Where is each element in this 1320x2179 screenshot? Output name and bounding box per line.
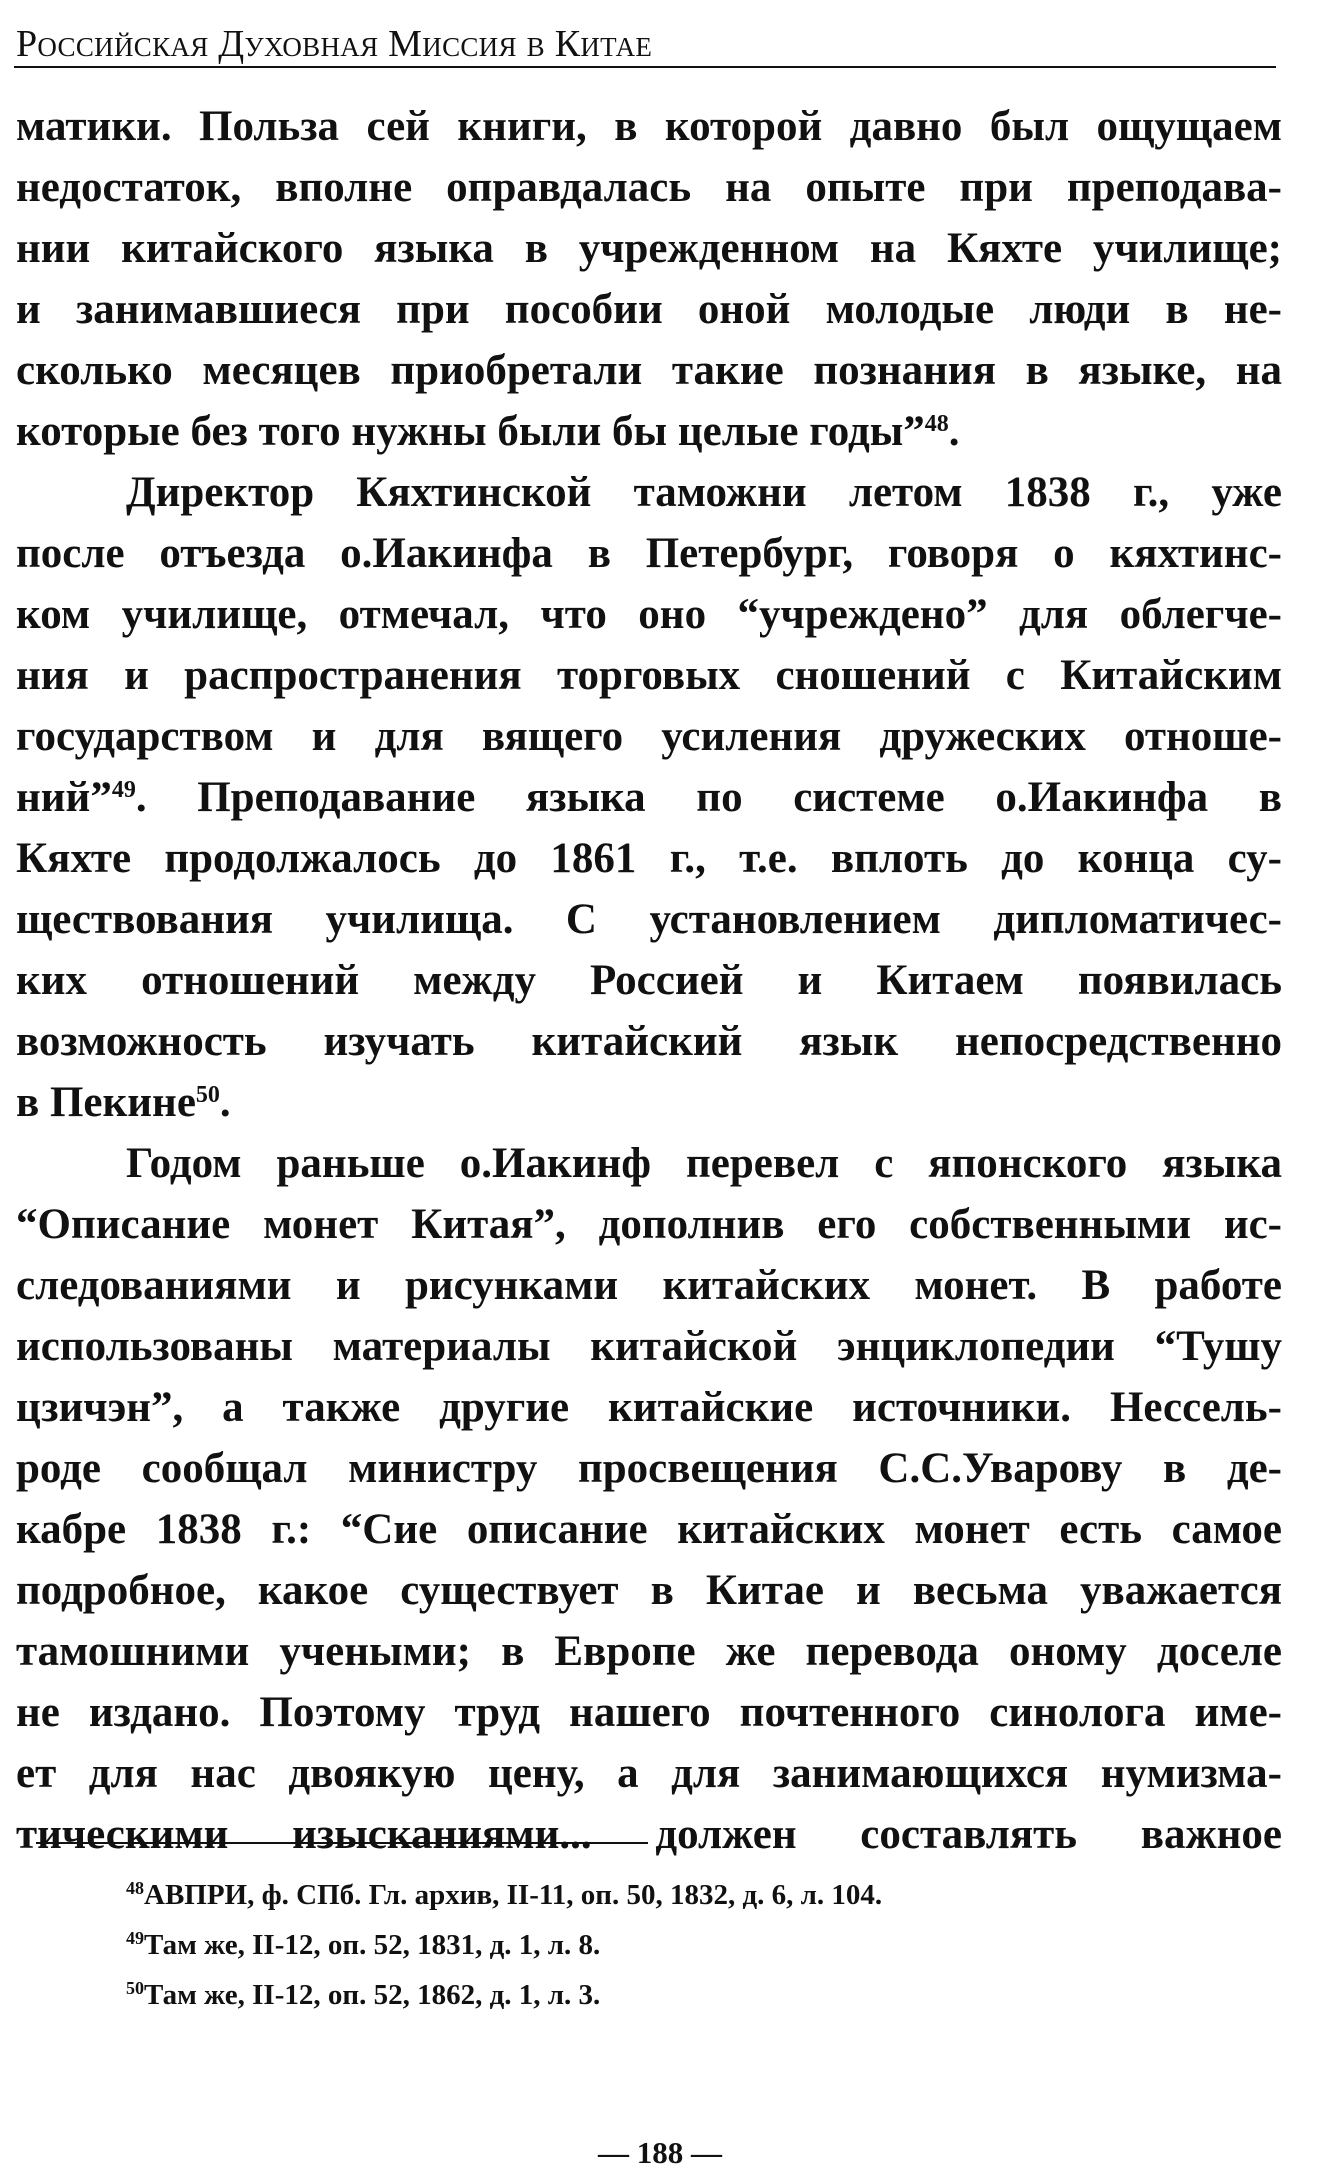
text-line: [16, 1072, 1282, 1133]
text-line: ет для нас двоякую цену, а для занимающихся нумизма-: [16, 1750, 1282, 1797]
text-line: ния и распространения торговых сношений с Китайским: [16, 652, 1282, 699]
text-line: следованиями и рисунками китайских монет. В работе: [16, 1262, 1282, 1309]
footnote-ref-48[interactable]: 48: [924, 411, 949, 437]
running-title: Российская Духовная Миссия в Китае: [16, 23, 653, 65]
text-line: роде сообщал министру просвещения С.С.Уварову в де-: [16, 1445, 1282, 1492]
text-fragment: . Преподавание языка по системе о.Иакинфа в: [135, 774, 1282, 821]
footnotes: [126, 1870, 1246, 2020]
text-line: нии китайского языка в учрежденном на Кяхте училище;: [16, 225, 1282, 272]
header-rule: [14, 66, 1276, 68]
text-line: использованы материалы китайской энциклопедии “Тушу: [16, 1323, 1282, 1370]
text-line: тическими изысканиями... должен составлять важное: [16, 1811, 1282, 1858]
text-fragment: которые без того нужны были бы целые годы”: [16, 408, 925, 455]
footnote-50: [126, 1970, 1246, 2020]
text-line: подробное, какое существует в Китае и весьма уважается: [16, 1567, 1282, 1614]
text-line: сколько месяцев приобретали такие познания в языке, на: [16, 347, 1282, 394]
footnote-ref-49[interactable]: 49: [111, 777, 136, 803]
text-fragment: ний”: [16, 774, 112, 821]
footnote-49: [126, 1920, 1246, 1970]
text-line: ществования училища. С установлением дипломатичес-: [16, 896, 1282, 943]
text-line: Директор Кяхтинской таможни летом 1838 г., уже: [126, 469, 1282, 516]
main-text: [16, 96, 1282, 1865]
footnote-ref-50[interactable]: 50: [195, 1082, 220, 1108]
page-number: — 188 —: [598, 2135, 722, 2170]
text-line: [16, 767, 1282, 828]
text-line: и занимавшиеся при пособии оной молодые люди в не-: [16, 286, 1282, 333]
text-fragment: .: [948, 408, 960, 455]
footnote-number: 48: [126, 1878, 144, 1898]
text-line: недостаток, вполне оправдалась на опыте при преподава-: [16, 164, 1282, 211]
text-line: Кяхте продолжалось до 1861 г., т.е. вплоть до конца су-: [16, 835, 1282, 882]
text-line: государством и для вящего усиления дружеских отноше-: [16, 713, 1282, 760]
text-fragment: в Пекине: [16, 1079, 196, 1126]
footnote-text: Там же, II-12, оп. 52, 1831, д. 1, л. 8.: [144, 1929, 601, 1961]
text-line: матики. Польза сей книги, в которой давно был ощущаем: [16, 103, 1282, 150]
text-line: [16, 401, 1282, 462]
text-line: ком училище, отмечал, что оно “учреждено” для облегче-: [16, 591, 1282, 638]
text-line: возможность изучать китайский язык непосредственно: [16, 1018, 1282, 1065]
footnote-rule: [36, 1842, 648, 1844]
text-line: “Описание монет Китая”, дополнив его собственными ис-: [16, 1201, 1282, 1248]
footnote-48: [126, 1870, 1246, 1920]
text-line: не издано. Поэтому труд нашего почтенного синолога име-: [16, 1689, 1282, 1736]
text-line: кабре 1838 г.: “Сие описание китайских монет есть самое: [16, 1506, 1282, 1553]
footnote-text: АВПРИ, ф. СПб. Гл. архив, II-11, оп. 50, 1832, д. 6, л. 104.: [144, 1879, 883, 1911]
text-line: цзичэн”, а также другие китайские источники. Нессель-: [16, 1384, 1282, 1431]
text-line: ких отношений между Россией и Китаем появилась: [16, 957, 1282, 1004]
footnote-number: 49: [126, 1928, 144, 1948]
footnote-text: Там же, II-12, оп. 52, 1862, д. 1, л. 3.: [144, 1979, 601, 2011]
text-line: после отъезда о.Иакинфа в Петербург, говоря о кяхтинс-: [16, 530, 1282, 577]
text-line: тамошними учеными; в Европе же перевода оному доселе: [16, 1628, 1282, 1675]
text-fragment: .: [219, 1079, 231, 1126]
footnote-number: 50: [126, 1978, 144, 1998]
text-line: Годом раньше о.Иакинф перевел с японского языка: [126, 1140, 1282, 1187]
